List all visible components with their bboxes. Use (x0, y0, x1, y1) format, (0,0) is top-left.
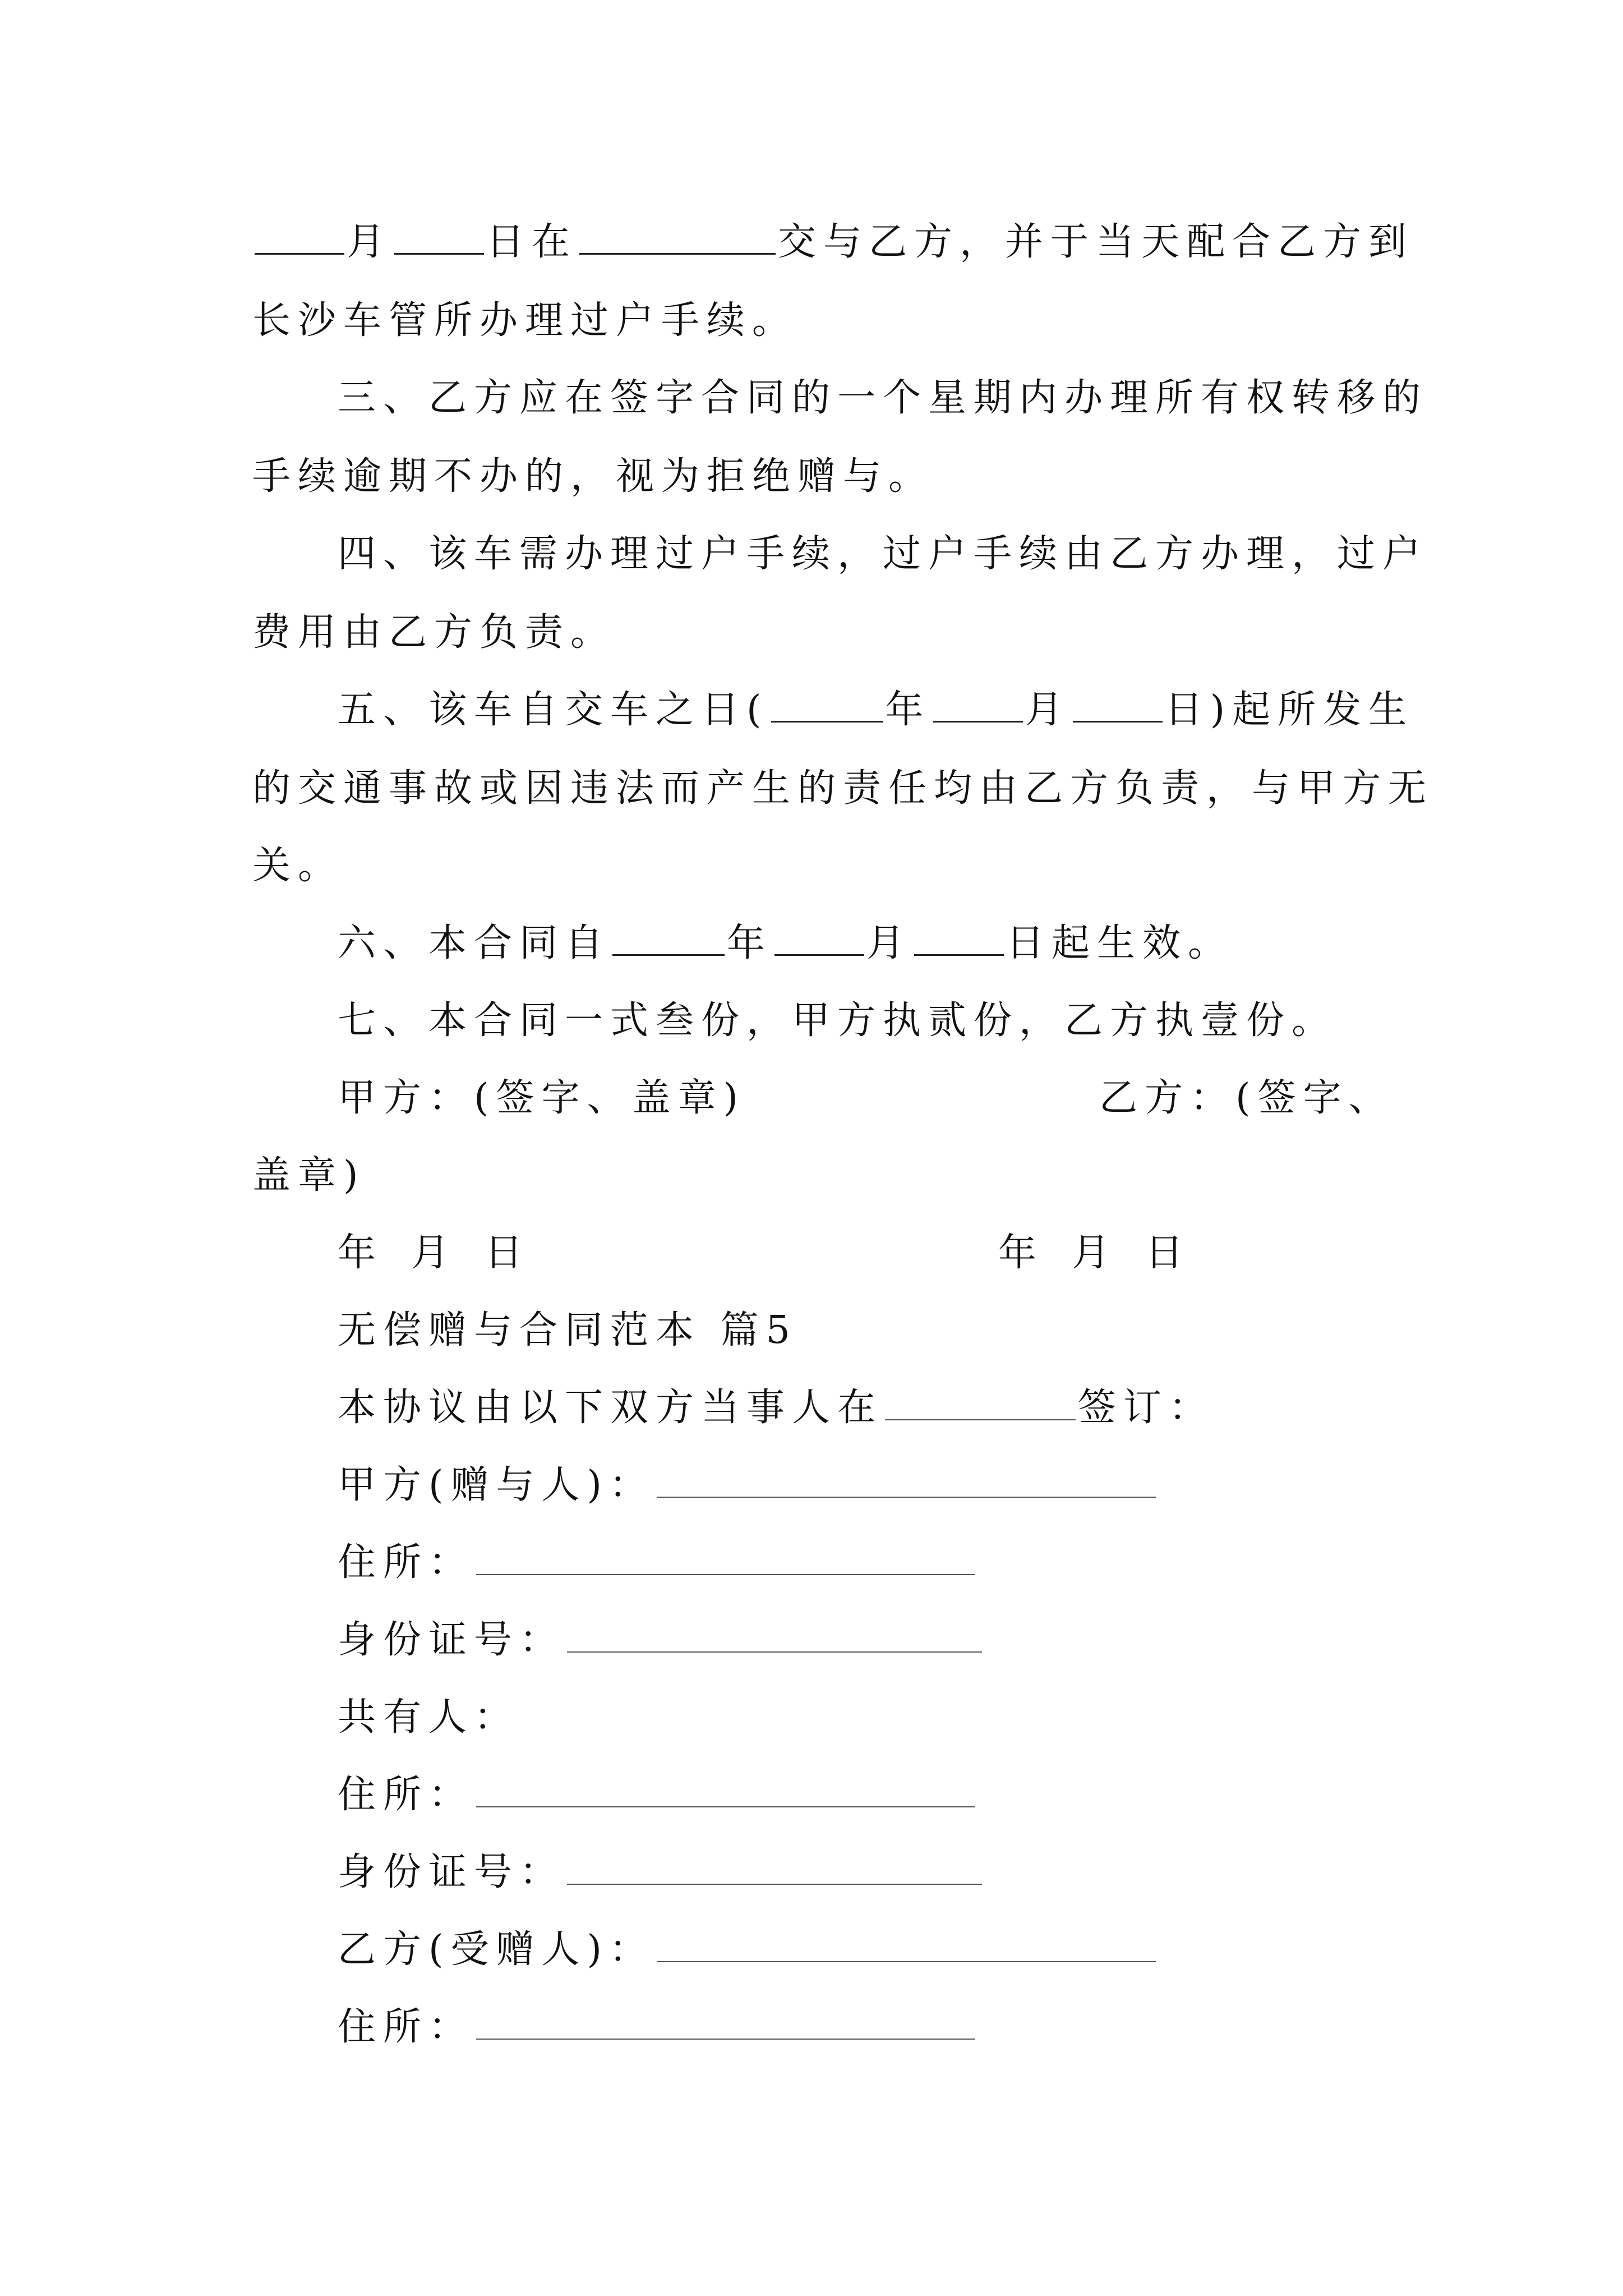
donee-address-field: 住所： (338, 1999, 978, 2055)
blank-address (476, 2031, 975, 2040)
text-line: 费用由乙方负责。 (252, 610, 616, 655)
text-line: 手续逾期不办的，视为拒绝赠与。 (252, 454, 934, 499)
donee-field: 乙方(受赠人)： (338, 1922, 1158, 1978)
donor-address-field: 住所： (338, 1535, 978, 1591)
blank-donor (657, 1489, 1156, 1498)
clause-seven: 七、本合同一式叁份，甲方执贰份，乙方执壹份。 (338, 999, 1338, 1043)
blank-day (914, 946, 1004, 956)
party-a-date: 年 月 日 (338, 1231, 531, 1275)
blank-donee (657, 1953, 1156, 1962)
blank-month (933, 713, 1023, 723)
blank-year (771, 713, 883, 723)
signature-line (338, 1070, 1403, 1126)
blank-year (612, 946, 725, 956)
clause-five: 五、该车自交车之日( 年 月 日)起所发生 (338, 688, 1414, 732)
section-title: 无偿赠与合同范本 篇5 (338, 1308, 797, 1352)
blank-id-number (567, 1644, 982, 1653)
clause-two-continued: 月 日在 交与乙方，并于当天配合乙方到 (252, 214, 1414, 270)
text-line: 关。 (252, 844, 344, 888)
text-line: 的交通事故或因违法而产生的责任均由乙方负责，与甲方无 (252, 766, 1434, 811)
co-owner-address-field: 住所： (338, 1767, 978, 1823)
co-owner-field: 共有人： (338, 1695, 520, 1740)
party-b-date: 年 月 日 (998, 1231, 1191, 1275)
blank-address (476, 1798, 975, 1807)
donor-id-field: 身份证号： (338, 1612, 984, 1668)
blank-month (255, 245, 344, 255)
blank-address (476, 1566, 975, 1575)
blank-sign-place (885, 1411, 1076, 1420)
agreement-intro: 本协议由以下双方当事人在 签订： (338, 1386, 1215, 1430)
co-owner-id-field: 身份证号： (338, 1844, 984, 1901)
text-line: 长沙车管所办理过户手续。 (252, 298, 798, 343)
blank-id-number (567, 1876, 982, 1885)
party-a-signature-label: 甲方：(签字、盖章) (338, 1076, 746, 1120)
blank-place (579, 245, 776, 255)
clause-three: 三、乙方应在签字合同的一个星期内办理所有权转移的 (338, 376, 1428, 420)
blank-month (774, 946, 864, 956)
blank-day (394, 245, 484, 255)
clause-six: 六、本合同自 年 月 日起生效。 (338, 921, 1234, 965)
clause-four: 四、该车需办理过户手续，过户手续由乙方办理，过户 (338, 532, 1428, 576)
text-line: 盖章) (252, 1153, 366, 1198)
donor-field: 甲方(赠与人)： (338, 1457, 1158, 1513)
blank-day (1073, 713, 1163, 723)
date-line (338, 1225, 1403, 1281)
party-b-signature-label: 乙方：(签字、 (1099, 1076, 1394, 1120)
